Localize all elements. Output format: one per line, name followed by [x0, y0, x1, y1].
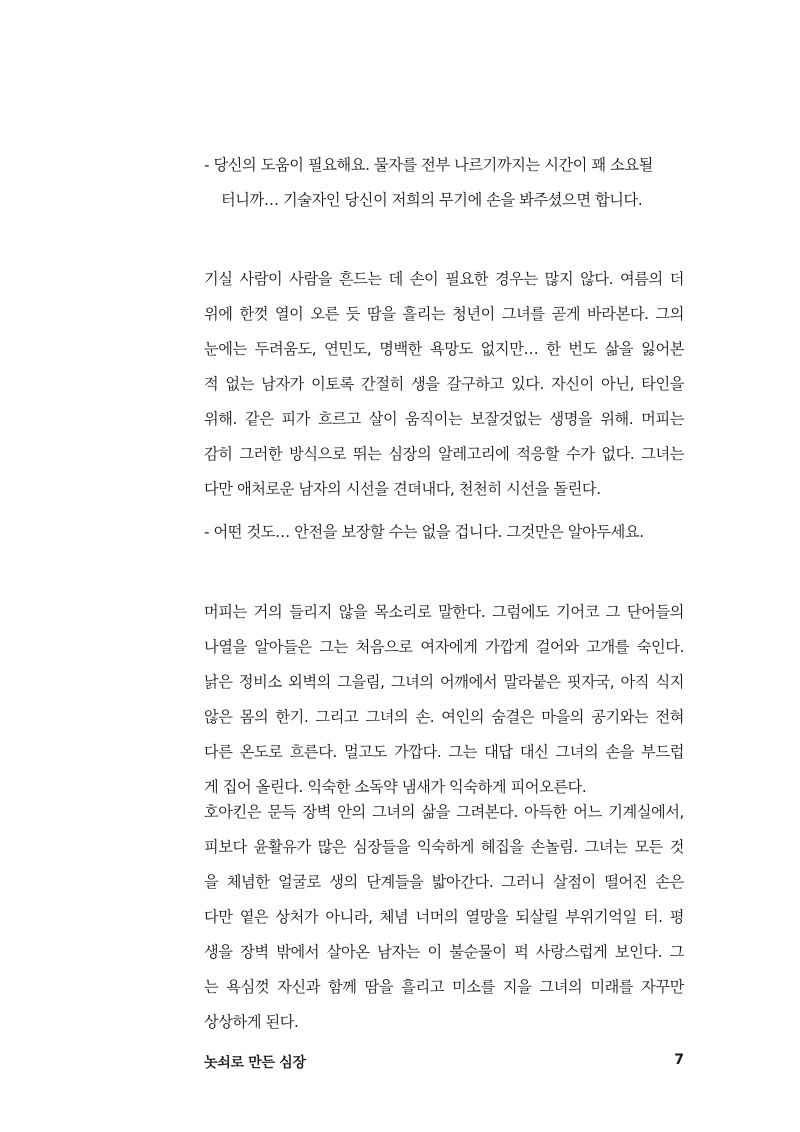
paragraph-line: 다만 애처로운 남자의 시선을 견뎌내다, 천천히 시선을 돌린다.	[204, 480, 601, 498]
paragraph-line: 나열을 알아들은 그는 처음으로 여자에게 가깝게 걸어와 고개를 숙인다.	[204, 638, 684, 656]
paragraph-1	[204, 262, 684, 507]
paragraph-line: 호아킨은 문득 장벽 안의 그녀의 삶을 그려본다. 아득한 어느 기계실에서,	[204, 803, 684, 821]
paragraph-line: 위에 한껏 열이 오른 듯 땀을 흘리는 청년이 그녀를 곧게 바라본다. 그의	[204, 305, 684, 323]
dialogue-2	[204, 515, 684, 550]
paragraph-3	[204, 795, 684, 1040]
dialogue-line: - 당신의 도움이 필요해요. 물자를 전부 나르기까지는 시간이 꽤 소요될	[204, 156, 653, 174]
paragraph-line: 낡은 정비소 외벽의 그을림, 그녀의 어깨에서 말라붙은 핏자국, 아직 식지	[204, 673, 684, 691]
paragraph-line: 위해. 같은 피가 흐르고 살이 움직이는 보잘것없는 생명을 위해. 머피는	[204, 410, 684, 428]
paragraph-line: 는 욕심껏 자신과 함께 땀을 흘리고 미소를 지을 그녀의 미래를 자꾸만	[204, 978, 684, 996]
paragraph-line: 다만 옅은 상처가 아니라, 체념 너머의 열망을 되살릴 부위기억일 터. 평	[204, 908, 684, 926]
paragraph-line: 을 체념한 얼굴로 생의 단계들을 밟아간다. 그러니 살점이 떨어진 손은	[204, 873, 684, 891]
paragraph-line: 않은 몸의 한기. 그리고 그녀의 손. 여인의 숨결은 마을의 공기와는 전혀	[204, 708, 684, 726]
paragraph-line: 생을 장벽 밖에서 살아온 남자는 이 불순물이 퍽 사랑스럽게 보인다. 그	[204, 943, 684, 961]
page-number: 7	[674, 1052, 684, 1068]
paragraph-line: 적 없는 남자가 이토록 간절히 생을 갈구하고 있다. 자신이 아닌, 타인을	[204, 375, 684, 393]
paragraph-line: 감히 그러한 방식으로 뛰는 심장의 알레고리에 적응할 수가 없다. 그녀는	[204, 445, 684, 463]
paragraph-line: 눈에는 두려움도, 연민도, 명백한 욕망도 없지만… 한 번도 삶을 잃어본	[204, 340, 684, 358]
paragraph-line: 피보다 윤활유가 많은 심장들을 익숙하게 헤집을 손놀림. 그녀는 모든 것	[204, 838, 684, 856]
paragraph-line: 머피는 거의 들리지 않을 목소리로 말한다. 그럼에도 기어코 그 단어들의	[204, 603, 684, 621]
dialogue-line: 터니까… 기술자인 당신이 저희의 무기에 손을 봐주셨으면 합니다.	[221, 191, 643, 209]
dialogue-1	[204, 148, 684, 218]
running-title: 놋쇠로 만든 심장	[204, 1055, 306, 1071]
dialogue-line: - 어떤 것도… 안전을 보장할 수는 없을 겁니다. 그것만은 알아두세요.	[204, 523, 644, 541]
paragraph-line: 다른 온도로 흐른다. 멀고도 가깝다. 그는 대답 대신 그녀의 손을 부드럽	[204, 743, 684, 761]
paragraph-line: 기실 사람이 사람을 흔드는 데 손이 필요한 경우는 많지 않다. 여름의 더	[204, 270, 684, 288]
page-footer	[204, 1052, 684, 1082]
paragraph-2	[204, 595, 684, 805]
paragraph-line: 게 집어 올린다. 익숙한 소독약 냄새가 익숙하게 피어오른다.	[204, 778, 587, 796]
paragraph-line: 상상하게 된다.	[204, 1013, 299, 1031]
